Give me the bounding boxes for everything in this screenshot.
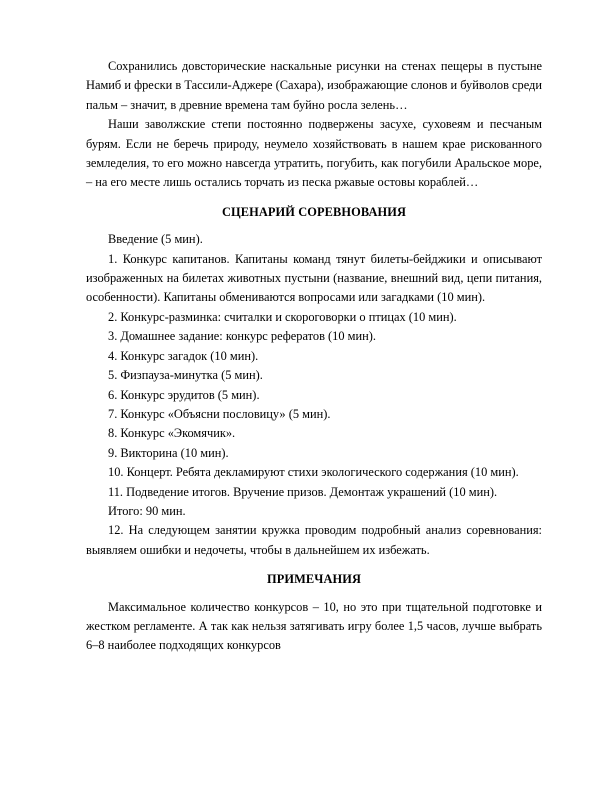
scenario-item: 4. Конкурс загадок (10 мин). (108, 348, 259, 363)
notes-paragraph: Максимальное количество конкурсов – 10, но это при тщательной подготовке и жестком регламенте. А так как нельзя затягивать игру более 1,5 часов, лучше выбрать 6–8 наиболее подходящих конкурсов (86, 599, 542, 653)
document-page (86, 57, 542, 656)
intro-paragraph: Сохранились довсторические наскальные рисунки на стенах пещеры в пустыне Намиб и фрески в Тассили-Аджере (Сахара), изображающие слонов и буйволов среди пальм – значит, в древние времена там буйно росла зелень… (86, 59, 542, 112)
scenario-item: 12. На следующем занятии кружка проводим подробный анализ соревнования: выявляем ошибки и недочеты, чтобы в дальнейшем их избежать. (86, 523, 542, 557)
scenario-item: 9. Викторина (10 мин). (108, 445, 229, 460)
intro-paragraph: Наши заволжские степи постоянно подвержены засухе, суховеям и песчаным бурям. Если не беречь природу, неумело хозяйствовать в нашем крае рискованного земледелия, то его можно навсегда утратить, погубить, как погубили Аральское море, – на его месте лишь остались торчать из песка ржавые остовы кораблей… (86, 117, 542, 190)
scenario-item: 11. Подведение итогов. Вручение призов. Демонтаж украшений (10 мин). (108, 484, 498, 499)
scenario-item: 8. Конкурс «Экомячик». (108, 426, 236, 441)
scenario-item: 7. Конкурс «Объясни пословицу» (5 мин). (108, 406, 331, 421)
scenario-item: Итого: 90 мин. (108, 503, 186, 518)
notes-heading: ПРИМЕЧАНИЯ (266, 572, 362, 587)
scenario-heading: СЦЕНАРИЙ СОРЕВНОВАНИЯ (221, 204, 407, 219)
scenario-item: 1. Конкурс капитанов. Капитаны команд тянут билеты-бейджики и описывают изображенных на билетах животных пустыни (название, внешний вид, цепи питания, особенности). Капитаны обмениваются вопросами или загадками (10 мин). (86, 251, 542, 305)
scenario-item: 6. Конкурс эрудитов (5 мин). (108, 387, 260, 402)
scenario-item: Введение (5 мин). (108, 232, 203, 247)
scenario-item: 10. Концерт. Ребята декламируют стихи экологического содержания (10 мин). (108, 465, 519, 480)
scenario-item: 2. Конкурс-разминка: считалки и скороговорки о птицах (10 мин). (108, 309, 457, 324)
scenario-item: 3. Домашнее задание: конкурс рефератов (10 мин). (108, 329, 376, 344)
scenario-item: 5. Физпауза-минутка (5 мин). (108, 368, 263, 383)
